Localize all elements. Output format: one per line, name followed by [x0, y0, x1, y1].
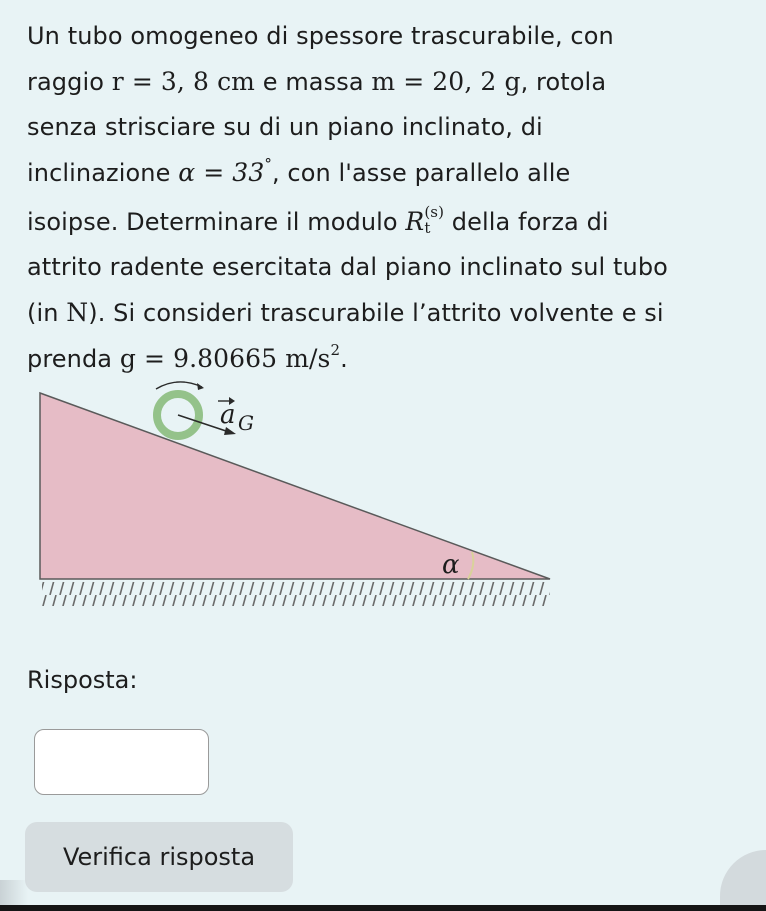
- answer-input[interactable]: [34, 729, 209, 795]
- problem-line-5: isoipse. Determinare il modulo R (s) t della forza di: [27, 202, 609, 237]
- verify-answer-button[interactable]: Verifica risposta: [25, 822, 293, 892]
- inclined-plane: [40, 393, 550, 579]
- rotation-arrow-icon: [156, 382, 202, 389]
- problem-line-7: (in N). Si consideri trascurabile l’attrito volvente e si: [27, 298, 664, 327]
- ground-hatch: [42, 582, 550, 606]
- gravity-formula: g = 9.80665 $m/s^2$: [119, 341, 341, 373]
- problem-line-8: prenda g = 9.80665 $m/s^2$.: [27, 341, 348, 373]
- problem-line-6: attrito radente esercitata dal piano inclinato sul tubo: [27, 253, 668, 281]
- problem-line-4: inclinazione α = 33°, con l'asse parallelo alle: [27, 155, 571, 187]
- problem-line-1: Un tubo omogeneo di spessore trascurabile, con: [27, 22, 614, 50]
- answer-label: Risposta:: [27, 666, 138, 694]
- problem-statement: [27, 14, 739, 385]
- page-corner-shadow: [720, 850, 766, 905]
- page-edge-shadow: [0, 880, 28, 905]
- angle-formula: α = 33°: [178, 155, 272, 187]
- friction-force-symbol: R (s) t: [405, 202, 445, 237]
- acceleration-label: a: [220, 400, 236, 430]
- problem-line-2: raggio r = 3, 8 cm e massa m = 20, 2 g, rotola: [27, 67, 607, 96]
- inclined-plane-figure: [38, 375, 554, 615]
- acceleration-subscript: G: [238, 411, 254, 435]
- problem-line-3: senza strisciare su di un piano inclinato, di: [27, 113, 543, 141]
- radius-formula: r = 3, 8 cm: [111, 67, 255, 96]
- bottom-bar: [0, 905, 766, 911]
- mass-formula: m = 20, 2 g: [371, 67, 521, 96]
- angle-label: α: [442, 550, 460, 580]
